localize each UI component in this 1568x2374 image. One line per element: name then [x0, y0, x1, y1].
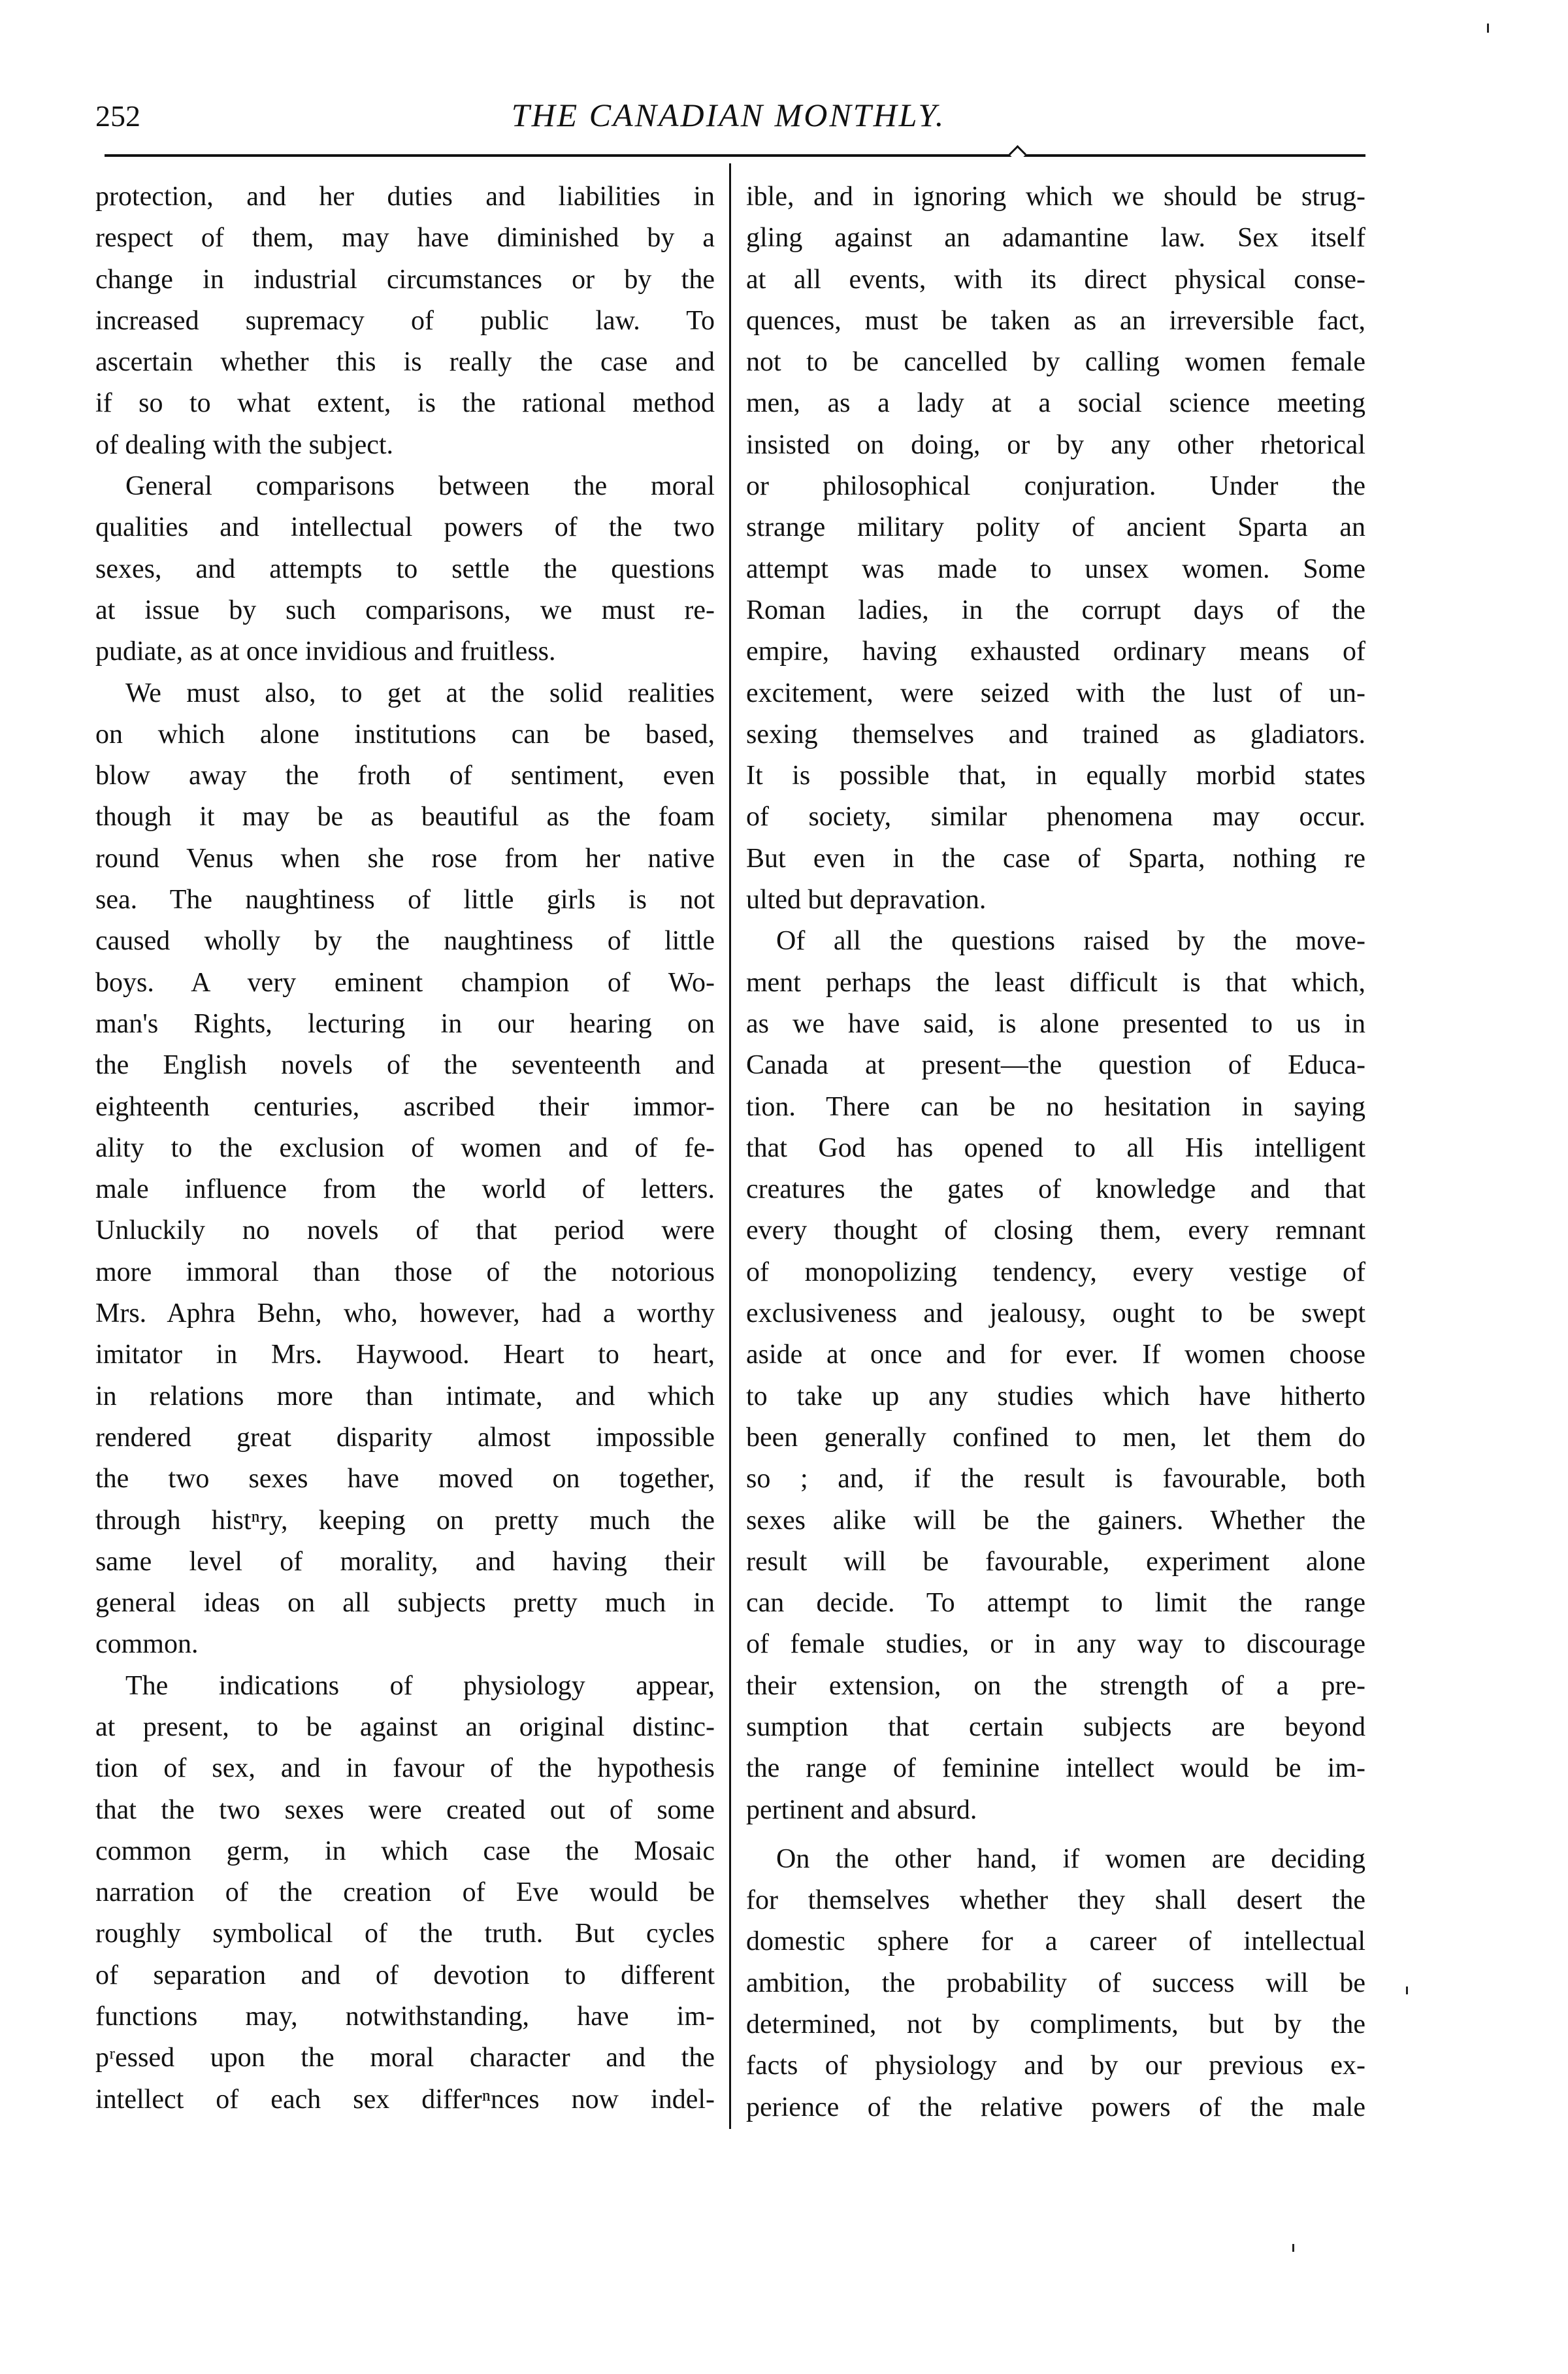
- text-line: the English novels of the seventeenth and: [95, 1050, 715, 1081]
- text-line: Mrs. Aphra Behn, who, however, had a worthy: [95, 1298, 715, 1329]
- text-line: respect of them, may have diminished by a: [95, 223, 715, 254]
- rule-ornament-mark: [1009, 145, 1026, 163]
- text-line: imitator in Mrs. Haywood. Heart to heart,: [95, 1340, 715, 1370]
- text-line: result will be favourable, experiment alone: [746, 1546, 1365, 1577]
- text-line: common.: [95, 1629, 199, 1660]
- text-line: ible, and in ignoring which we should be strug-: [746, 182, 1365, 212]
- paragraph-gap: [746, 1831, 1365, 1839]
- text-line: can decide. To attempt to limit the range: [746, 1588, 1365, 1619]
- header-rule: [105, 154, 1365, 157]
- text-line: It is possible that, in equally morbid states: [746, 761, 1365, 791]
- text-line: tion. There can be no hesitation in saying: [746, 1091, 1365, 1122]
- text-line: through histⁿry, keeping on pretty much the: [95, 1505, 715, 1536]
- text-line: sexes, and attempts to settle the questions: [95, 553, 715, 584]
- column-divider: [729, 163, 731, 2129]
- text-line: excitement, were seized with the lust of un-: [746, 678, 1365, 708]
- text-line: protection, and her duties and liabilities in: [95, 182, 715, 212]
- text-line: General comparisons between the moral: [125, 471, 715, 502]
- text-line: pʳessed upon the moral character and the: [95, 2043, 715, 2073]
- text-line: sumption that certain subjects are beyond: [746, 1711, 1365, 1742]
- text-line: common germ, in which case the Mosaic: [95, 1836, 715, 1866]
- text-line: change in industrial circumstances or by the: [95, 264, 715, 295]
- text-line: insisted on doing, or by any other rhetorical: [746, 429, 1365, 460]
- text-line: qualities and intellectual powers of the two: [95, 512, 715, 543]
- text-line: blow away the froth of sentiment, even: [95, 761, 715, 791]
- text-line: strange military polity of ancient Sparta an: [746, 512, 1365, 543]
- text-line: in relations more than intimate, and which: [95, 1381, 715, 1411]
- text-line: male influence from the world of letters.: [95, 1174, 715, 1205]
- text-line: ment perhaps the least difficult is that which,: [746, 967, 1365, 998]
- text-line: that God has opened to all His intelligent: [746, 1132, 1365, 1163]
- text-line: pudiate, as at once invidious and fruitless.: [95, 636, 556, 667]
- text-line: aside at once and for ever. If women choose: [746, 1340, 1365, 1370]
- text-line: sea. The naughtiness of little girls is not: [95, 885, 715, 915]
- text-line: increased supremacy of public law. To: [95, 305, 715, 336]
- text-line: round Venus when she rose from her native: [95, 843, 715, 874]
- text-line: sexes alike will be the gainers. Whether the: [746, 1505, 1365, 1536]
- text-line: at all events, with its direct physical conse-: [746, 264, 1365, 295]
- text-line: ascertain whether this is really the case and: [95, 347, 715, 378]
- text-line: attempt was made to unsex women. Some: [746, 553, 1365, 584]
- text-line: gling against an adamantine law. Sex itself: [746, 223, 1365, 254]
- text-line: of society, similar phenomena may occur.: [746, 802, 1365, 833]
- text-line: boys. A very eminent champion of Wo-: [95, 967, 715, 998]
- scan-speck: [1292, 2244, 1294, 2252]
- text-line: general ideas on all subjects pretty much in: [95, 1588, 715, 1619]
- text-line: pertinent and absurd.: [746, 1794, 977, 1825]
- scan-speck: [1487, 24, 1489, 33]
- scan-speck: [1406, 1987, 1408, 1994]
- text-line: ulted but depravation.: [746, 885, 987, 915]
- right-column: [746, 176, 1365, 2128]
- text-line: Roman ladies, in the corrupt days of the: [746, 595, 1365, 625]
- text-line: domestic sphere for a career of intellectual: [746, 1926, 1365, 1957]
- text-line: empire, having exhausted ordinary means of: [746, 636, 1365, 667]
- text-line: sexing themselves and trained as gladiators.: [746, 719, 1365, 750]
- text-line: every thought of closing them, every remnant: [746, 1215, 1365, 1246]
- text-line: ality to the exclusion of women and of fe-: [95, 1132, 715, 1163]
- text-line: Canada at present—the question of Educa-: [746, 1050, 1365, 1081]
- text-line: for themselves whether they shall desert the: [746, 1885, 1365, 1916]
- text-line: the range of feminine intellect would be im-: [746, 1753, 1365, 1784]
- text-line: or philosophical conjuration. Under the: [746, 471, 1365, 502]
- text-line: exclusiveness and jealousy, ought to be swept: [746, 1298, 1365, 1329]
- text-line: functions may, notwithstanding, have im-: [95, 2002, 715, 2032]
- text-line: of female studies, or in any way to discourage: [746, 1629, 1365, 1660]
- text-line: intellect of each sex differⁿnces now indel-: [95, 2084, 715, 2115]
- text-line: on which alone institutions can be based,: [95, 719, 715, 750]
- text-line: tion of sex, and in favour of the hypothesis: [95, 1753, 715, 1784]
- text-line: eighteenth centuries, ascribed their immor-: [95, 1091, 715, 1122]
- left-column: [95, 176, 715, 2120]
- text-line: the two sexes have moved on together,: [95, 1464, 715, 1494]
- text-line: On the other hand, if women are deciding: [776, 1843, 1365, 1874]
- text-line: as we have said, is alone presented to us in: [746, 1008, 1365, 1039]
- text-line: so ; and, if the result is favourable, both: [746, 1464, 1365, 1494]
- text-line: at present, to be against an original distinc-: [95, 1711, 715, 1742]
- text-line: their extension, on the strength of a pre-: [746, 1670, 1365, 1701]
- text-line: man's Rights, lecturing in our hearing on: [95, 1008, 715, 1039]
- text-line: The indications of physiology appear,: [125, 1670, 715, 1701]
- text-line: though it may be as beautiful as the foam: [95, 802, 715, 833]
- text-line: more immoral than those of the notorious: [95, 1257, 715, 1287]
- text-line: perience of the relative powers of the male: [746, 2092, 1365, 2122]
- text-line: But even in the case of Sparta, nothing re: [746, 843, 1365, 874]
- text-line: to take up any studies which have hitherto: [746, 1381, 1365, 1411]
- text-line: Of all the questions raised by the move-: [776, 926, 1365, 957]
- running-title: THE CANADIAN MONTHLY.: [511, 97, 946, 133]
- text-line: caused wholly by the naughtiness of little: [95, 926, 715, 957]
- text-line: that the two sexes were created out of some: [95, 1794, 715, 1825]
- text-line: facts of physiology and by our previous ex-: [746, 2051, 1365, 2081]
- text-line: narration of the creation of Eve would be: [95, 1877, 715, 1908]
- text-line: at issue by such comparisons, we must re-: [95, 595, 715, 625]
- text-line: if so to what extent, is the rational method: [95, 388, 715, 419]
- text-line: determined, not by compliments, but by the: [746, 2009, 1365, 2040]
- text-line: men, as a lady at a social science meeting: [746, 388, 1365, 419]
- text-line: Unluckily no novels of that period were: [95, 1215, 715, 1246]
- text-line: of monopolizing tendency, every vestige of: [746, 1257, 1365, 1287]
- text-line: quences, must be taken as an irreversible fact,: [746, 305, 1365, 336]
- text-line: of separation and of devotion to different: [95, 1960, 715, 1990]
- text-line: creatures the gates of knowledge and that: [746, 1174, 1365, 1205]
- text-line: not to be cancelled by calling women female: [746, 347, 1365, 378]
- text-line: roughly symbolical of the truth. But cycles: [95, 1919, 715, 1949]
- text-line: ambition, the probability of success will be: [746, 1968, 1365, 1998]
- page-number: 252: [95, 99, 140, 133]
- text-line: same level of morality, and having their: [95, 1546, 715, 1577]
- text-line: rendered great disparity almost impossible: [95, 1422, 715, 1453]
- text-line: of dealing with the subject.: [95, 429, 394, 460]
- text-line: been generally confined to men, let them do: [746, 1422, 1365, 1453]
- text-line: We must also, to get at the solid realities: [125, 678, 715, 708]
